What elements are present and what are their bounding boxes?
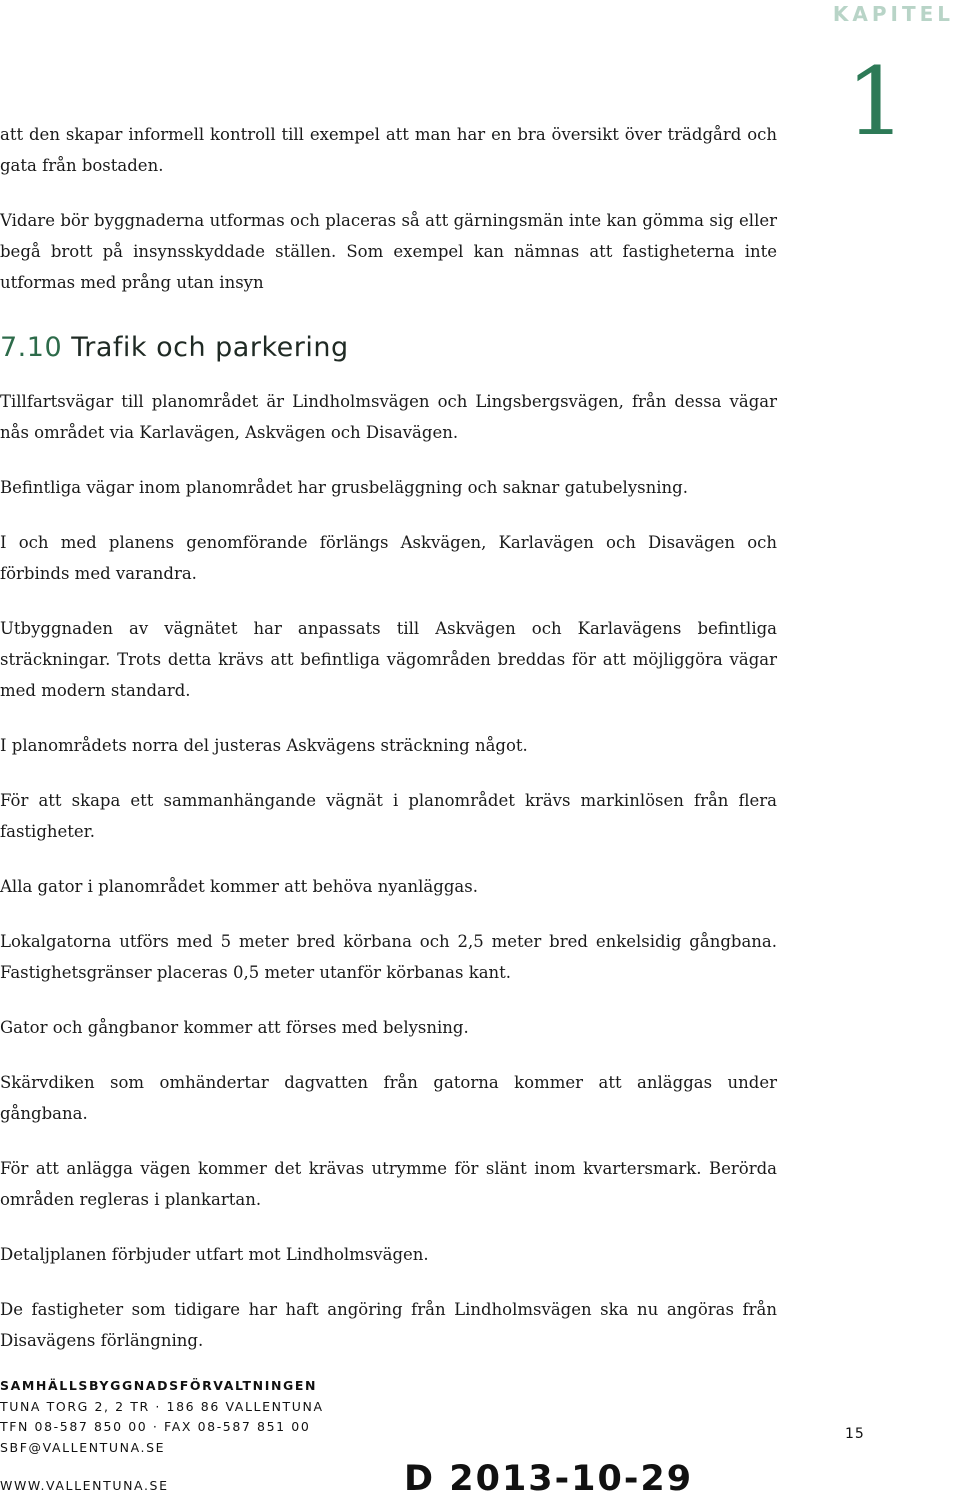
footer-email[interactable]: SBF@VALLENTUNA.SE (0, 1439, 166, 1455)
paragraph: Lokalgatorna utförs med 5 meter bred körbana och 2,5 meter bred enkelsidig gångbana. Fastighetsgränser placeras 0,5 meter utanför körbanas kant. (0, 932, 777, 982)
paragraph: I planområdets norra del justeras Askvägens sträckning något. (0, 736, 528, 755)
paragraph: Gator och gångbanor kommer att förses med belysning. (0, 1018, 469, 1037)
paragraph: Befintliga vägar inom planområdet har grusbeläggning och saknar gatubelysning. (0, 478, 688, 497)
chapter-number: 1 (846, 48, 906, 157)
paragraph: att den skapar informell kontroll till exempel att man har en bra översikt över trädgård och gata från bostaden. (0, 125, 777, 175)
paragraph: Tillfartsvägar till planområdet är Lindholmsvägen och Lingsbergsvägen, från dessa vägar nås området via Karlavägen, Askvägen och Disavägen. (0, 392, 777, 442)
section-heading (0, 330, 777, 366)
footer (0, 1376, 324, 1497)
footer-website[interactable]: WWW.VALLENTUNA.SE (0, 1478, 169, 1493)
paragraph: Detaljplanen förbjuder utfart mot Lindholmsvägen. (0, 1245, 429, 1264)
paragraph: Utbyggnaden av vägnätet har anpassats till Askvägen och Karlavägens befintliga sträckningar. Trots detta krävs att befintliga vägområden breddas för att möjliggöra vägar med modern standard. (0, 619, 777, 700)
section-title: Trafik och parkering (71, 332, 349, 363)
footer-phone: TFN 08-587 850 00 · FAX 08-587 851 00 (0, 1419, 311, 1434)
paragraph: I och med planens genomförande förlängs Askvägen, Karlavägen och Disavägen och förbinds med varandra. (0, 533, 777, 583)
document-body (0, 119, 777, 1380)
date-stamp: D 2013-10-29 (404, 1459, 694, 1499)
paragraph: Alla gator i planområdet kommer att behöva nyanläggas. (0, 877, 478, 896)
footer-address: TUNA TORG 2, 2 TR · 186 86 VALLENTUNA (0, 1398, 324, 1414)
paragraph: Vidare bör byggnaderna utformas och placeras så att gärningsmän inte kan gömma sig eller begå brott på insynsskyddade ställen. Som exempel kan nämnas att fastigheterna inte utformas med prång utan insyn (0, 211, 777, 292)
section-number: 7.10 (0, 332, 63, 363)
paragraph: Skärvdiken som omhändertar dagvatten från gatorna kommer att anläggas under gångbana. (0, 1073, 777, 1123)
chapter-label: KAPITEL (832, 2, 954, 26)
paragraph: För att skapa ett sammanhängande vägnät i planområdet krävs markinlösen från flera fastigheter. (0, 791, 777, 841)
footer-org: SAMHÄLLSBYGGNADSFÖRVALTNINGEN (0, 1378, 318, 1393)
paragraph: De fastigheter som tidigare har haft angöring från Lindholmsvägen ska nu angöras från Disavägens förlängning. (0, 1300, 777, 1350)
page-number: 15 (845, 1426, 865, 1442)
paragraph: För att anlägga vägen kommer det krävas utrymme för slänt inom kvartersmark. Berörda områden regleras i plankartan. (0, 1159, 777, 1209)
